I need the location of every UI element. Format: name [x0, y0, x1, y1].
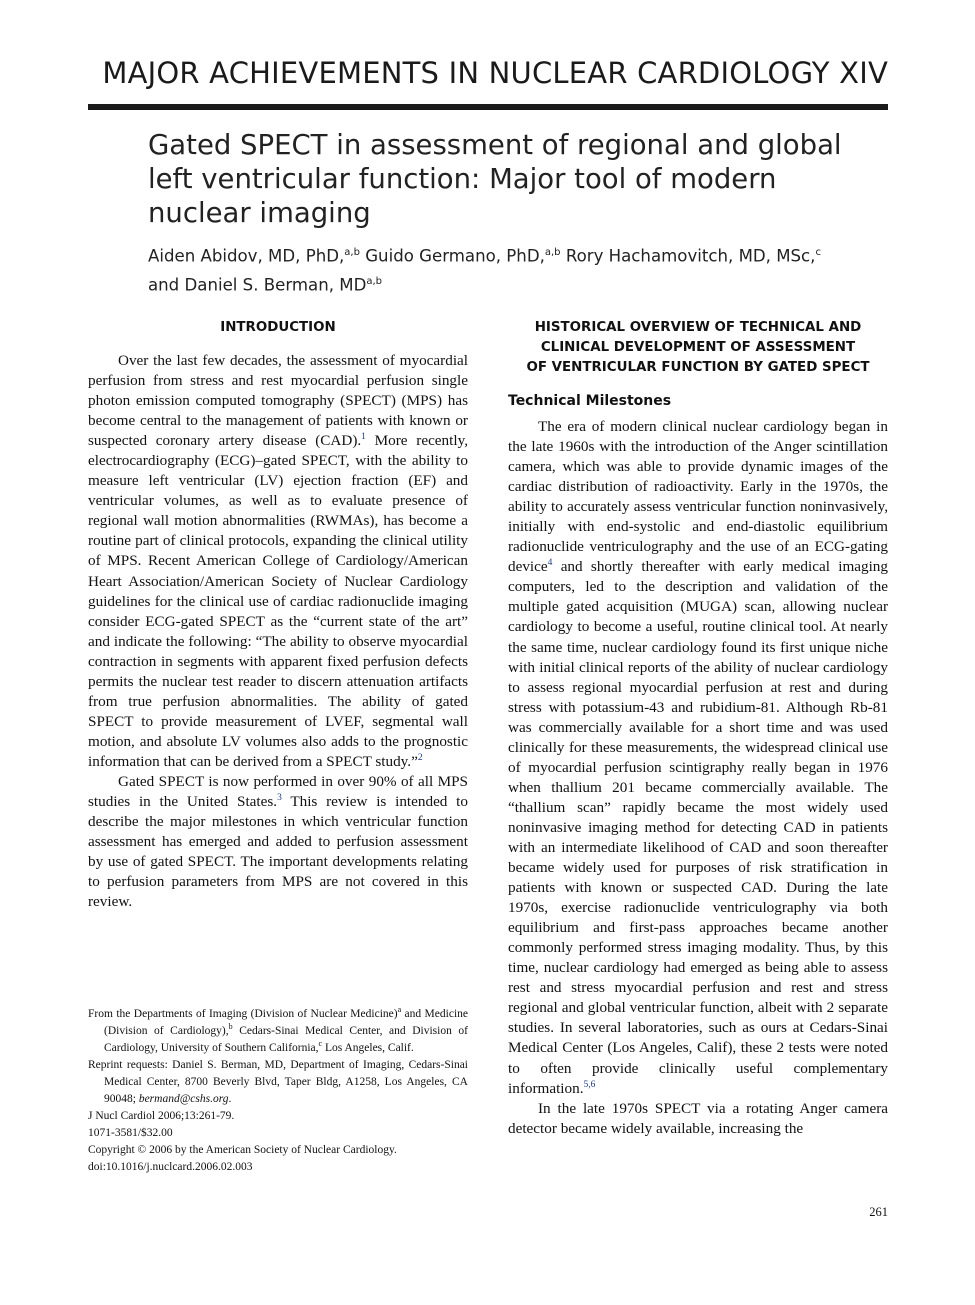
author-name: and Daniel S. Berman, MD: [148, 275, 367, 295]
email-link[interactable]: bermand@cshs.org: [138, 1093, 229, 1105]
footnotes: [88, 1006, 468, 1176]
affiliation-mark: c: [815, 247, 821, 258]
intro-paragraph: [88, 351, 468, 772]
affiliations-note: [88, 1006, 468, 1057]
heading-line: OF VENTRICULAR FUNCTION BY GATED SPECT: [526, 360, 870, 375]
paragraph-text: This review is intended to describe the major milestones in which ventricular function assessment has emerged and added to perfusion assessment by use of gated SPECT. The important developments relating to perfusion parameters from MPS are not covered in this review.: [88, 793, 468, 911]
paragraph-text: Over the last few decades, the assessment of myocardial perfusion from stress and rest myocardial perfusion single photon emission computed tomography (SPECT) (MPS) has become central to the management of patients with known or suspected coronary artery disease (CAD).: [88, 352, 468, 450]
citation-link[interactable]: 5,6: [583, 1079, 596, 1090]
affiliation-mark: b: [228, 1022, 233, 1032]
author-list: [148, 240, 888, 297]
article-title: Gated SPECT in assessment of regional and global left ventricular function: Major tool of modern nuclear imaging: [148, 129, 842, 229]
author-name: Rory Hachamovitch, MD, MSc,: [565, 246, 816, 266]
issn-price: 1071-3581/$32.00: [88, 1127, 173, 1139]
section-heading-introduction: INTRODUCTION: [220, 320, 336, 335]
affiliation-mark: a,b: [344, 247, 360, 258]
note-text: Reprint requests: Daniel S. Berman, MD, Department of Imaging, Cedars-Sinai Medical Center, 8700 Beverly Blvd, Taper Bldg, A1258, Los Angeles, CA 90048;: [88, 1059, 468, 1105]
header-rule: [88, 104, 888, 110]
citation-link[interactable]: 1: [361, 432, 366, 443]
right-column: [508, 318, 888, 1139]
author-name: Aiden Abidov, MD, PhD,: [148, 246, 345, 266]
intro-paragraph: [88, 772, 468, 912]
copyright-note: Copyright © 2006 by the American Society of Nuclear Cardiology.: [88, 1144, 397, 1156]
paragraph-text: Gated SPECT is now performed in over 90% of all MPS studies in the United States.: [88, 772, 468, 811]
author-name: Guido Germano, PhD,: [365, 246, 545, 266]
affiliation-mark: a,b: [544, 247, 561, 258]
paragraph-text: The era of modern clinical nuclear cardiology began in the late 1960s with the introduction of the Anger scintillation camera, which was able to provide dynamic images of the cardiac distribution of radioactivity. Early in the 1970s, the ability to accurately assess ventricular function noninvasively, initially with end-systolic and end-diastolic equilibrium radionuclide ventriculography and the use of an ECG-gating device: [508, 418, 888, 576]
citation-link[interactable]: 2: [417, 752, 423, 763]
history-paragraph: In the late 1970s SPECT via a rotating Anger camera detector became widely available, increasing the: [508, 1099, 888, 1137]
citation-link[interactable]: 3: [277, 792, 282, 803]
subsection-heading: Technical Milestones: [508, 393, 672, 409]
paragraph-text: More recently, electrocardiography (ECG)–gated SPECT, with the ability to measure left ventricular (LV) ejection fraction (EF) and ventricular volumes, as well as to evaluate presence of regional wall motion abnormalities (RWMAs), has become a routine part of clinical protocols, expanding the clinical utility of MPS. Recent American College of Cardiology/American Heart Association/American Society of Nuclear Cardiology guidelines for the clinical use of cardiac radionuclide imaging consider ECG-gated SPECT as the “current state of the art” and indicate the following: “The ability to observe myocardial contraction in segments with apparent fixed perfusion defects permits the nuclear test reader to discern attenuation artifacts from true perfusion abnormalities. The ability of gated SPECT to provide measurement of LVEF, segmental wall motion, and absolute LV volumes also adds to the prognostic information that can be derived from a SPECT study.”: [88, 432, 468, 770]
citation-link[interactable]: 4: [547, 558, 553, 569]
affiliation-mark: a,b: [366, 275, 383, 287]
note-text: Los Angeles, Calif.: [322, 1042, 414, 1054]
note-text: and Medicine (Division of Cardiology),: [104, 1008, 468, 1037]
note-text: From the Departments of Imaging (Division of Nuclear Medicine): [88, 1008, 398, 1020]
reprint-note: [88, 1057, 468, 1108]
journal-citation: J Nucl Cardiol 2006;13:261-79.: [88, 1110, 235, 1122]
series-header: MAJOR ACHIEVEMENTS IN NUCLEAR CARDIOLOGY XIV: [102, 56, 888, 90]
affiliation-mark: a: [397, 1005, 402, 1015]
paragraph-text: and shortly thereafter with early medical imaging computers, led to the description and validation of the multiple gated acquisition (MUGA) scan, allowing nuclear cardiology to become a useful, routine clinical tool. At nearly the same time, nuclear cardiology found its first unique niche with initial clinical reports of the ability of nuclear cardiology to assess regional myocardial perfusion at rest and during stress with potassium-43 and rubidium-81. Although Rb-81 was commercially available for a short time and was used clinically for these measurements, the widespread clinical use of myocardial perfusion scintigraphy really began in 1976 when thallium 201 became commercially available. The “thallium scan” rapidly became the most widely used noninvasive imaging method for detecting CAD in patients with an intermediate likelihood of CAD and soon thereafter became widely used for purposes of risk stratification in patients with known or suspected CAD. During the late 1970s, exercise radionuclide ventriculography via both equilibrium and first-pass approaches became another commonly performed stress imaging modality. Thus, by this time, nuclear cardiology had emerged as being able to assess rest and stress myocardial perfusion and rest and stress regional and global ventricular function, albeit with 2 separate studies. In several laboratories, such as ours at Cedars-Sinai Medical Center (Los Angeles, Calif), these 2 tests were noted to often provide clinically useful complementary information.: [508, 558, 888, 1097]
heading-line: HISTORICAL OVERVIEW OF TECHNICAL AND: [534, 320, 862, 335]
note-text: Cedars-Sinai Medical Center, and Division of Cardiology, University of Southern California,: [104, 1025, 468, 1054]
history-paragraph: [508, 417, 888, 1099]
page-number: 261: [869, 1205, 888, 1219]
heading-line: CLINICAL DEVELOPMENT OF ASSESSMENT: [540, 340, 856, 355]
note-text: .: [228, 1093, 232, 1105]
doi-link[interactable]: doi:10.1016/j.nuclcard.2006.02.003: [88, 1161, 253, 1173]
left-column: [88, 318, 468, 912]
affiliation-mark: c: [318, 1039, 323, 1049]
section-heading-history: [508, 318, 888, 378]
